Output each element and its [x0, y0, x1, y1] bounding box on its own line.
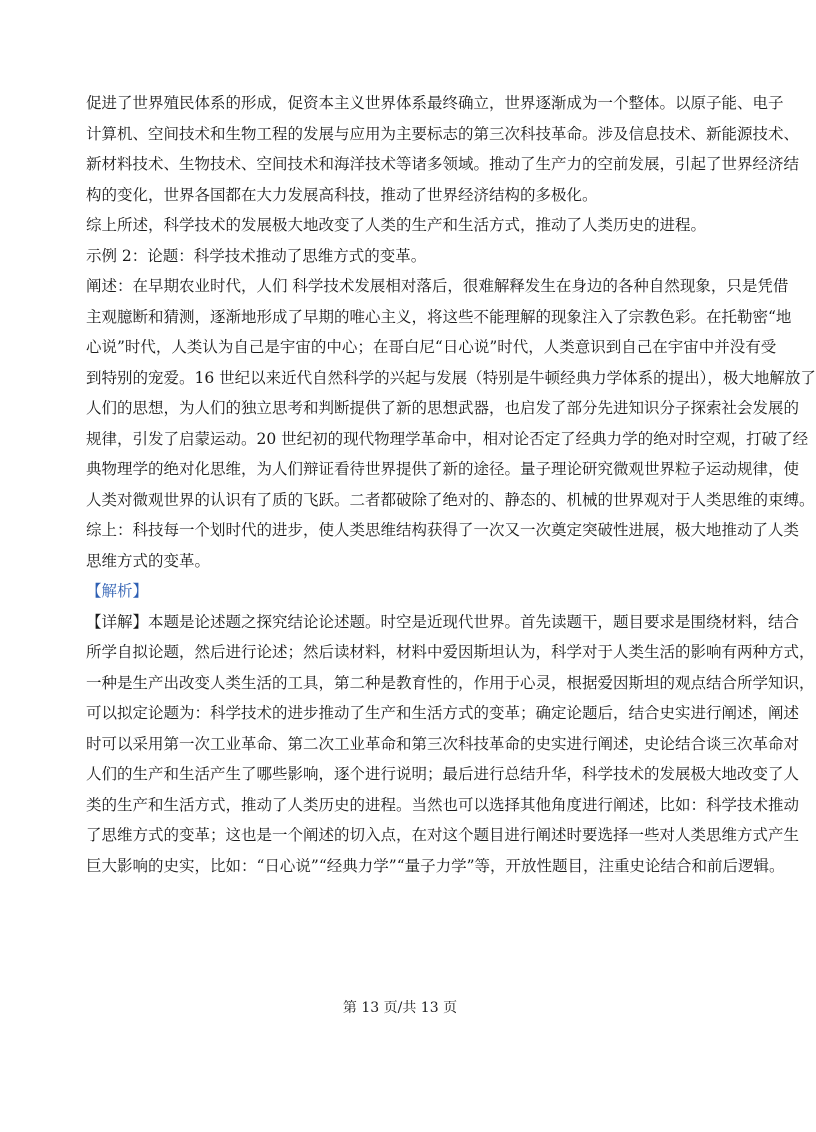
text-line: 构的变化，世界各国都在大力发展高科技，推动了世界经济结构的多极化。: [86, 185, 598, 204]
text-line: 综上所述，科学技术的发展极大地改变了人类的生产和生活方式，推动了人类历史的进程。: [86, 216, 707, 234]
analysis-line: 一种是生产出改变人类生活的工具，第二种是教育性的，作用于心灵，根据爱因斯坦的观点结合所学知识，: [86, 673, 815, 692]
analysis-line: 人们的生产和生活产生了哪些影响，逐个进行说明；最后进行总结升华，科学技术的发展极大地改变了人: [86, 765, 800, 783]
text-line: 综上：科技每一个划时代的进步，使人类思维结构获得了一次又一次奠定突破性进展，极大地推动了人类: [86, 521, 800, 539]
analysis-line: 类的生产和生活方式，推动了人类历史的进程。当然也可以选择其他角度进行阐述，比如：科学技术推动: [86, 795, 800, 814]
analysis-line: 了思维方式的变革；这也是一个阐述的切入点，在对这个题目进行阐述时要选择一些对人类思维方式产生: [86, 826, 800, 844]
text-line: 人们的思想，为人们的独立思考和判断提供了新的思想武器，也启发了部分先进知识分子探索社会发展的: [86, 399, 800, 417]
analysis-line: 所学自拟论题，然后进行论述；然后读材料，材料中爱因斯坦认为，科学对于人类生活的影响有两种方式，: [86, 643, 815, 661]
text-line: 新材料技术、生物技术、空间技术和海洋技术等诸多领域。推动了生产力的空前发展，引起了世界经济结: [86, 155, 800, 173]
section-heading-analysis: 【解析】: [86, 582, 149, 600]
text-line: 思维方式的变革。: [86, 551, 211, 570]
analysis-line: 时可以采用第一次工业革命、第二次工业革命和第三次科技革命的史实进行阐述，史论结合谈三次革命对: [86, 734, 800, 753]
text-line: 典物理学的绝对化思维，为人们辩证看待世界提供了新的途径。量子理论研究微观世界粒子运动规律，使: [86, 460, 800, 478]
text-line: 促进了世界殖民体系的形成，促资本主义世界体系最终确立，世界逐渐成为一个整体。以原子能、电子: [86, 94, 784, 112]
analysis-line: 【详解】本题是论述题之探究结论论述题。时空是近现代世界。首先读题干，题目要求是围绕材料，结合: [86, 612, 800, 631]
text-line: 示例 2：论题：科学技术推动了思维方式的变革。: [86, 246, 427, 265]
analysis-line: 可以拟定论题为：科学技术的进步推动了生产和生活方式的变革；确定论题后，结合史实进行阐述，阐述: [86, 704, 800, 722]
text-line: 主观臆断和猜测，逐渐地形成了早期的唯心主义，将这些不能理解的现象注入了宗教色彩。在托勒密“地: [86, 307, 792, 326]
text-line: 心说”时代，人类认为自己是宇宙的中心；在哥白尼“日心说”时代，人类意识到自己在宇宙中并没有受: [86, 338, 777, 356]
text-line: 规律，引发了启蒙运动。20 世纪初的现代物理学革命中，相对论否定了经典力学的绝对时空观，打破了经: [86, 429, 809, 448]
text-line: 阐述：在早期农业时代，人们 科学技术发展相对落后，很难解释发生在身边的各种自然现象，只是凭借: [86, 277, 789, 295]
text-line: 计算机、空间技术和生物工程的发展与应用为主要标志的第三次科技革命。涉及信息技术、新能源技术、: [86, 124, 800, 143]
text-line: 到特别的宠爱。16 世纪以来近代自然科学的兴起与发展（特别是牛顿经典力学体系的提出），极大地解放了: [86, 368, 816, 387]
text-line: 人类对微观世界的认识有了质的飞跃。二者都破除了绝对的、静态的、机械的世界观对于人类思维的束缚。: [86, 490, 815, 509]
document-body: [86, 88, 816, 881]
analysis-line: 巨大影响的史实，比如：“日心说”“经典力学”“量子力学”等，开放性题目，注重史论结合和前后逻辑。: [86, 856, 785, 875]
page-number-footer: 第 13 页/共 13 页: [342, 1000, 458, 1016]
